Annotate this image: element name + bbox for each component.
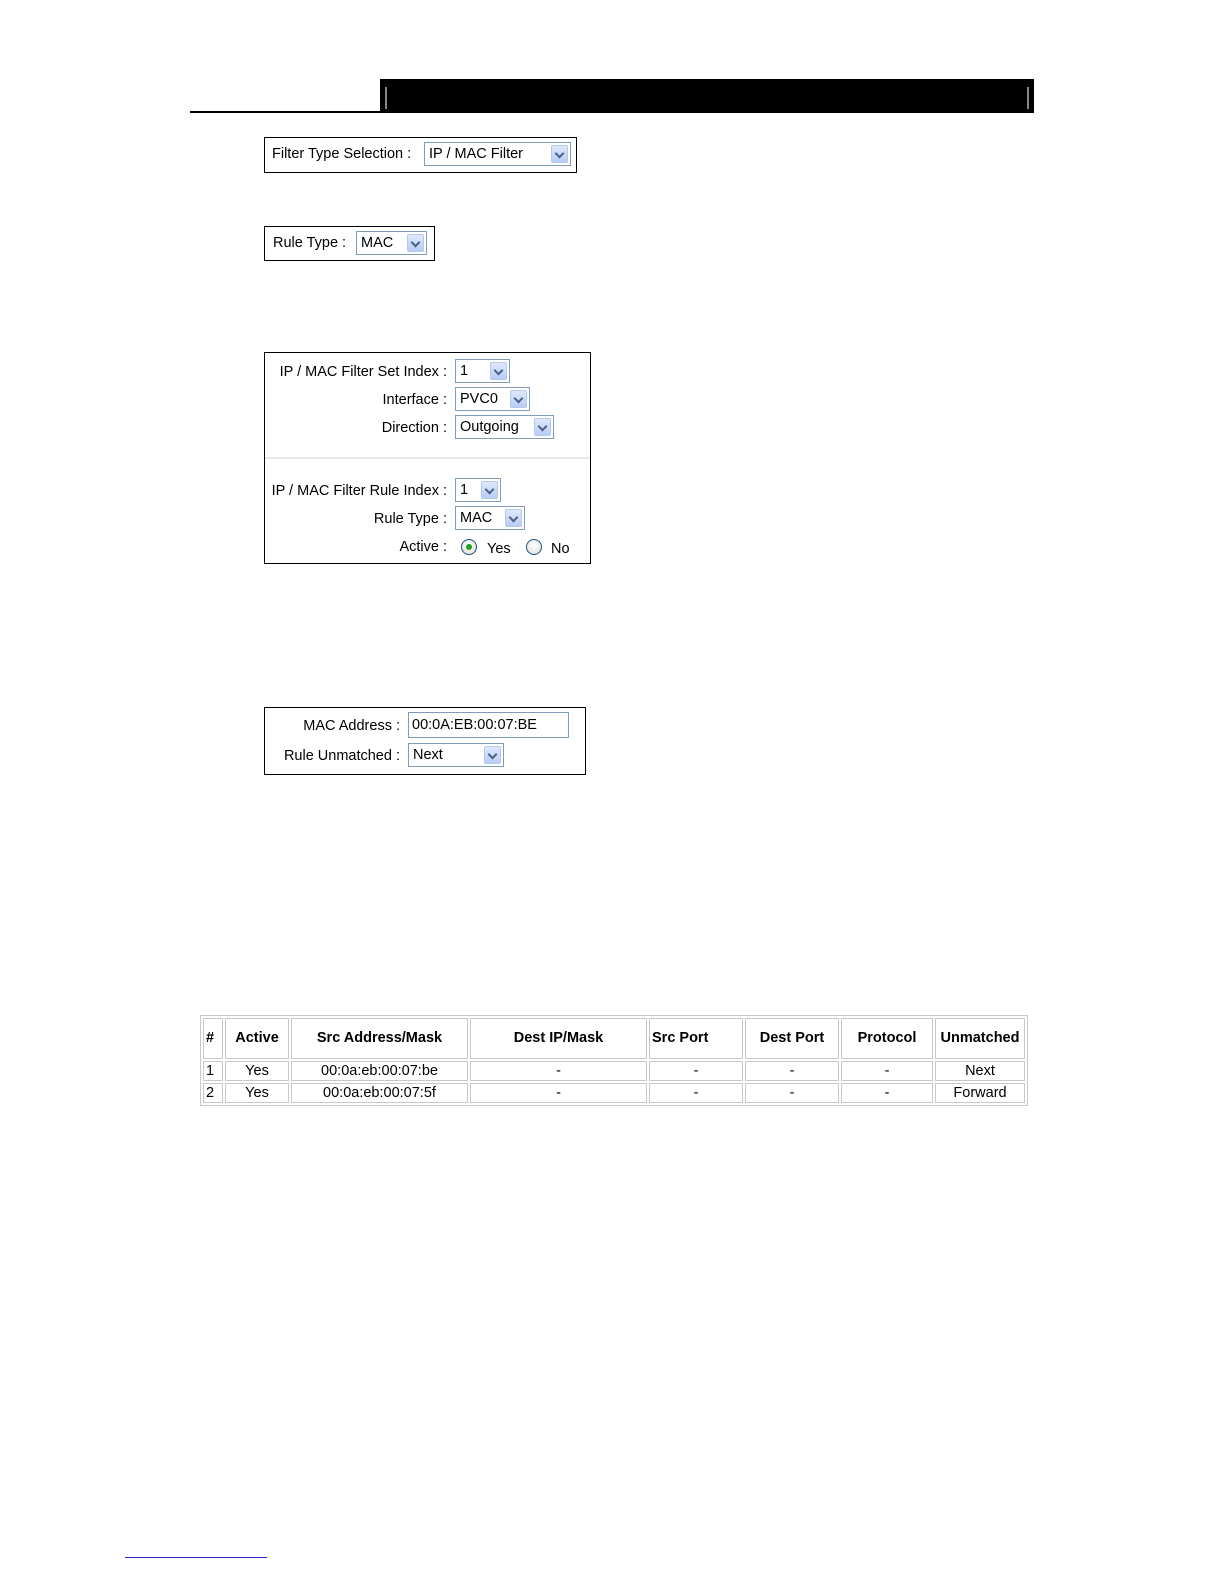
row-protocol: - — [841, 1061, 933, 1081]
col-src-address-header: Src Address/Mask — [291, 1018, 468, 1059]
active-yes-radio[interactable] — [461, 539, 477, 555]
chevron-down-icon[interactable] — [510, 390, 527, 408]
row-active: Yes — [225, 1061, 289, 1081]
rule-type-select-2[interactable] — [455, 506, 525, 530]
set-index-label: IP / MAC Filter Set Index : — [279, 364, 447, 380]
rule-unmatched-label: Rule Unmatched : — [283, 748, 400, 764]
mac-panel — [264, 707, 586, 775]
chevron-down-icon[interactable] — [481, 481, 498, 499]
chevron-down-icon[interactable] — [551, 145, 568, 163]
row-unmatched: Next — [935, 1061, 1025, 1081]
row-src-address: 00:0a:eb:00:07:be — [291, 1061, 468, 1081]
filter-set-panel — [264, 352, 591, 564]
mac-address-value: 00:0A:EB:00:07:BE — [412, 717, 537, 733]
col-dest-port-header: Dest Port — [745, 1018, 839, 1059]
rule-type-panel — [264, 226, 435, 261]
row-src-address: 00:0a:eb:00:07:5f — [291, 1083, 468, 1103]
active-no-label: No — [551, 541, 570, 557]
rule-unmatched-value: Next — [413, 747, 443, 763]
interface-value: PVC0 — [460, 391, 498, 407]
row-src-port: - — [649, 1083, 743, 1103]
rule-type-value: MAC — [361, 235, 394, 251]
direction-select[interactable] — [455, 415, 554, 439]
mac-address-input[interactable] — [408, 712, 569, 738]
header-bar-mark-right — [1027, 87, 1029, 109]
rule-index-select[interactable] — [455, 478, 501, 502]
footer-rule — [125, 1557, 267, 1558]
page-header-bar — [380, 79, 1034, 113]
chevron-down-icon[interactable] — [534, 418, 551, 436]
filter-type-panel — [264, 137, 577, 173]
table-header-row — [203, 1018, 1025, 1059]
col-src-port-header: Src Port — [649, 1018, 743, 1059]
table-row — [203, 1061, 1025, 1081]
row-src-port: - — [649, 1061, 743, 1081]
row-dest-ip: - — [470, 1083, 647, 1103]
filter-type-label: Filter Type Selection : — [272, 146, 412, 162]
row-index: 2 — [203, 1083, 223, 1103]
chevron-down-icon[interactable] — [490, 362, 507, 380]
row-dest-port: - — [745, 1061, 839, 1081]
active-no-radio[interactable] — [526, 539, 542, 555]
filter-type-select[interactable] — [424, 142, 571, 166]
row-index: 1 — [203, 1061, 223, 1081]
interface-select[interactable] — [455, 387, 530, 411]
mac-address-label: MAC Address : — [303, 718, 400, 734]
filter-rules-table — [200, 1015, 1028, 1106]
row-unmatched: Forward — [935, 1083, 1025, 1103]
chevron-down-icon[interactable] — [484, 746, 501, 764]
row-dest-port: - — [745, 1083, 839, 1103]
rule-type-label-2: Rule Type : — [373, 511, 447, 527]
col-active-header: Active — [225, 1018, 289, 1059]
active-yes-label: Yes — [487, 541, 511, 557]
rule-type-label: Rule Type : — [273, 235, 347, 251]
rule-type-value-2: MAC — [460, 510, 493, 526]
rule-unmatched-select[interactable] — [408, 743, 504, 767]
rule-type-select[interactable] — [356, 231, 427, 255]
row-protocol: - — [841, 1083, 933, 1103]
section-divider — [265, 457, 590, 459]
chevron-down-icon[interactable] — [505, 509, 522, 527]
filter-type-value: IP / MAC Filter — [429, 146, 523, 162]
col-index-header: # — [203, 1018, 223, 1059]
set-index-select[interactable] — [455, 359, 510, 383]
row-dest-ip: - — [470, 1061, 647, 1081]
col-dest-ip-header: Dest IP/Mask — [470, 1018, 647, 1059]
header-bar-mark-left — [385, 87, 387, 109]
set-index-value: 1 — [460, 363, 469, 379]
row-active: Yes — [225, 1083, 289, 1103]
col-unmatched-header: Unmatched — [935, 1018, 1025, 1059]
active-label: Active : — [399, 539, 447, 555]
chevron-down-icon[interactable] — [407, 234, 424, 252]
rule-index-value: 1 — [460, 482, 469, 498]
header-rule — [190, 111, 1034, 113]
direction-value: Outgoing — [460, 419, 519, 435]
table-row — [203, 1083, 1025, 1103]
direction-label: Direction : — [381, 420, 447, 436]
rule-index-label: IP / MAC Filter Rule Index : — [271, 483, 447, 499]
col-protocol-header: Protocol — [841, 1018, 933, 1059]
interface-label: Interface : — [382, 392, 447, 408]
